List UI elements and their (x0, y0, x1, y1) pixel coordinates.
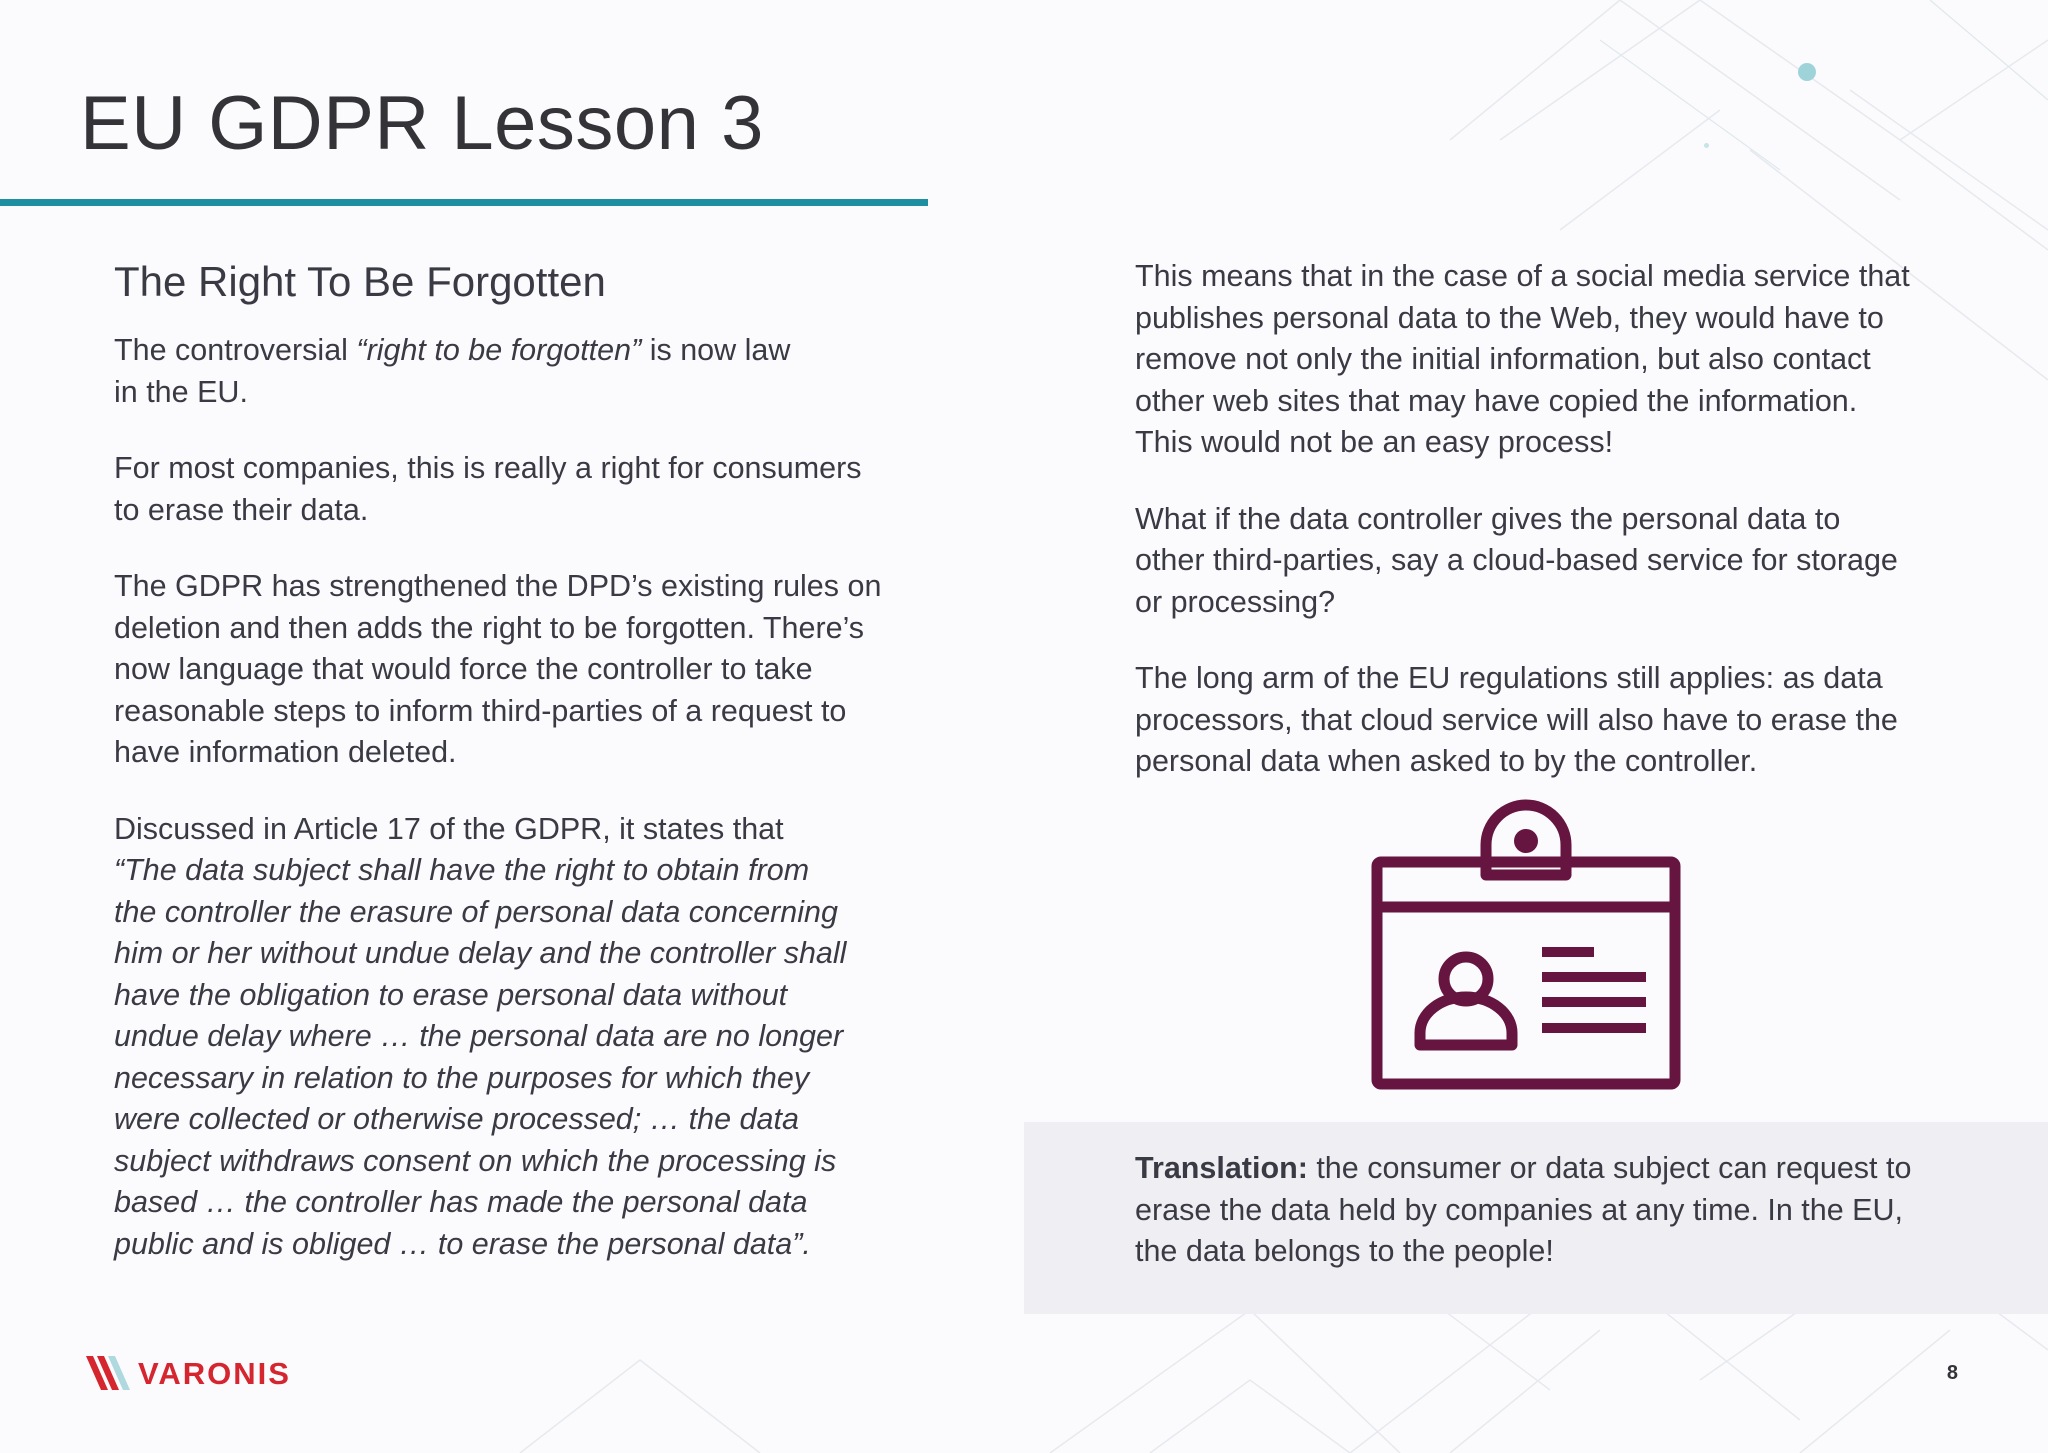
quote-line: public and is obliged … to erase the personal data”. (114, 1226, 811, 1261)
left-column (114, 252, 914, 1265)
quote-line: were collected or otherwise processed; … the data (114, 1102, 799, 1136)
text-line: This means that in the case of a social media service that (1135, 259, 1910, 293)
text-line: have information deleted. (114, 735, 457, 769)
intro-text-end: is now law (641, 333, 791, 367)
quote-line: the controller the erasure of personal data concerning (114, 894, 838, 929)
text-line: This would not be an easy process! (1135, 425, 1614, 459)
text-line: the data belongs to the people! (1135, 1234, 1554, 1268)
text-line: the consumer or data subject can request to (1307, 1151, 1912, 1185)
intro-text-start: The controversial (114, 333, 357, 367)
paragraph-social-media (1135, 256, 1955, 464)
quote-line: based … the controller has made the personal data (114, 1185, 808, 1219)
text-line: publishes personal data to the Web, they would have to (1135, 300, 1884, 335)
section-subtitle: The Right To Be Forgotten (114, 258, 606, 305)
quote-line: subject withdraws consent on which the processing is (114, 1143, 837, 1178)
translation-text (1135, 1148, 1965, 1273)
right-column (1135, 256, 1955, 783)
accent-dot-small (1704, 143, 1709, 148)
varonis-logo (86, 1356, 291, 1392)
id-badge-icon (1370, 797, 1682, 1092)
paragraph-long-arm (1135, 658, 1955, 783)
text-line: What if the data controller gives the personal data to (1135, 501, 1841, 536)
paragraph-consumers (114, 448, 914, 531)
translation-label: Translation: (1135, 1151, 1308, 1185)
logo-wordmark: VARONIS (138, 1356, 291, 1391)
quote-line: have the obligation to erase personal data without (114, 977, 788, 1012)
quote-line: undue delay where … the personal data are no longer (114, 1019, 844, 1053)
paragraph-strengthened (114, 566, 914, 774)
accent-dot (1798, 63, 1816, 81)
text-line: The GDPR has strengthened the DPD’s existing rules on (114, 569, 882, 603)
page-title: EU GDPR Lesson 3 (80, 81, 764, 166)
text-line: erase the data held by companies at any time. In the EU, (1135, 1192, 1904, 1227)
quote-line: him or her without undue delay and the controller shall (114, 936, 847, 970)
quote-line: necessary in relation to the purposes for which they (114, 1060, 810, 1095)
text-line: The long arm of the EU regulations still applies: as data (1135, 661, 1883, 695)
text-line: other third-parties, say a cloud-based service for storage (1135, 543, 1898, 577)
paragraph-intro (114, 330, 914, 413)
paragraph-article17 (114, 809, 914, 1266)
title-underline (0, 199, 928, 206)
text-line: Discussed in Article 17 of the GDPR, it states that (114, 811, 784, 846)
translation-panel (1024, 1122, 2048, 1314)
quote-line: “The data subject shall have the right to obtain from (114, 853, 810, 887)
page-number: 8 (1946, 1362, 1958, 1384)
text-line: other web sites that may have copied the information. (1135, 383, 1858, 418)
text-line: now language that would force the controller to take (114, 652, 813, 686)
text-line: deletion and then adds the right to be forgotten. There’s (114, 610, 865, 645)
intro-quote: “right to be forgotten” (356, 333, 642, 367)
text-line: processors, that cloud service will also have to erase the (1135, 702, 1898, 737)
text-line: to erase their data. (114, 492, 369, 527)
text-line: For most companies, this is really a right for consumers (114, 451, 862, 485)
text-line: reasonable steps to inform third-parties of a request to (114, 693, 847, 728)
varonis-logo-mark-icon (86, 1356, 134, 1392)
paragraph-third-parties (1135, 499, 1955, 624)
intro-text-line2: in the EU. (114, 374, 248, 409)
text-line: or processing? (1135, 584, 1336, 619)
text-line: personal data when asked to by the controller. (1135, 744, 1758, 778)
text-line: remove not only the initial information, but also contact (1135, 342, 1871, 376)
